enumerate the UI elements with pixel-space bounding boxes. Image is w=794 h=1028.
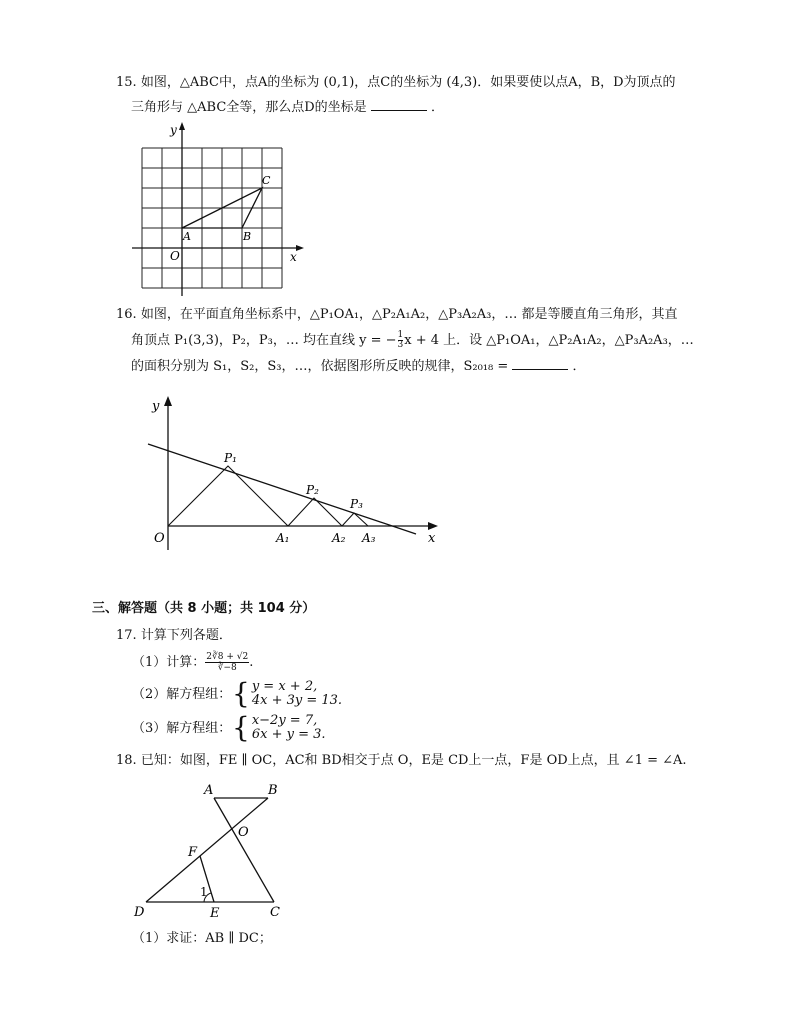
q17-part2-label: （2）解方程组： xyxy=(132,687,232,702)
q16-label-p3: P₃ xyxy=(350,497,363,511)
q16-number: 16. xyxy=(116,307,137,322)
q15-text-line1: 如图，△ABC中，点A的坐标为 (0,1)，点C的坐标为 (4,3)．如果要使以点A，B，D为顶点的 xyxy=(140,75,676,90)
q16-figure xyxy=(142,390,452,560)
q17-part1-numerator: 2∛8 + √2 xyxy=(206,652,249,662)
q16-triangle-p1 xyxy=(168,466,288,526)
q18-label-1: 1 xyxy=(200,885,208,899)
q16-text-line2a: 角顶点 P₁(3,3)，P₂，P₃，… 均在直线 y = − xyxy=(131,333,397,348)
q16-y-arrow xyxy=(164,396,172,406)
q16-answer-blank xyxy=(512,357,568,370)
q16-text-line3: 的面积分别为 S₁，S₂，S₃，…，依据图形所反映的规律，S₂₀₁₈ = xyxy=(131,359,509,374)
q15-label-c: C xyxy=(262,174,271,187)
q17-part3-eq1: x−2y = 7, xyxy=(251,713,318,728)
q15-line2 xyxy=(131,98,444,117)
q18-number: 18. xyxy=(116,753,137,768)
section-3-title: 三、解答题（共 8 小题；共 104 分） xyxy=(92,601,316,616)
q16-label-p2: P₂ xyxy=(306,483,319,497)
q17-part3-eq2: 6x + y = 3. xyxy=(251,727,326,742)
q17-part1-end: . xyxy=(249,655,254,670)
q16-fraction xyxy=(398,331,404,350)
q15-number: 15. xyxy=(116,75,137,90)
q15-y-arrow xyxy=(179,122,185,130)
q15-x-arrow xyxy=(296,245,304,251)
q15-label-x: x xyxy=(290,250,297,264)
q17-part3 xyxy=(132,720,231,738)
q16-label-y: y xyxy=(152,399,160,414)
q15-label-o: O xyxy=(170,249,180,263)
q16-fraction-num: 1 xyxy=(397,330,404,340)
q16-triangle-p2 xyxy=(288,498,342,526)
q15-grid xyxy=(142,148,282,288)
q18-label-d: D xyxy=(134,905,145,920)
q18-segment-ac xyxy=(214,798,274,902)
q18-part1 xyxy=(132,930,272,948)
q16-label-a2: A₂ xyxy=(332,531,346,545)
q17-part2-eq2: 4x + 3y = 13. xyxy=(251,693,343,708)
q16-line3 xyxy=(131,357,586,376)
q16-x-arrow xyxy=(428,522,438,530)
q16-label-a3: A₃ xyxy=(362,531,376,545)
q17-part3-label: （3）解方程组： xyxy=(132,721,232,736)
q18-figure xyxy=(130,778,300,922)
q17-part3-equations xyxy=(252,714,326,742)
q16-label-a1: A₁ xyxy=(276,531,290,545)
q15-grid-figure xyxy=(128,120,308,300)
q15-label-b: B xyxy=(243,230,252,243)
q18-label-c: C xyxy=(270,905,280,920)
q17-part1-fraction xyxy=(205,652,249,673)
q15-label-a: A xyxy=(183,230,191,243)
q18-line xyxy=(116,752,687,770)
q17-part1 xyxy=(132,652,253,673)
q16-text-line1: 如图，在平面直角坐标系中，△P₁OA₁，△P₂A₁A₂，△P₃A₂A₃，… 都是等腰直角三角形，其直 xyxy=(140,307,678,322)
q17-part2-equations xyxy=(252,680,342,708)
q17-part1-label: （1）计算： xyxy=(132,655,206,670)
q17-text: 计算下列各题． xyxy=(140,628,232,643)
q16-fraction-den: 3 xyxy=(397,340,404,350)
q17-part2-brace: { xyxy=(232,677,250,710)
q16-label-o: O xyxy=(154,531,165,546)
q15-line1 xyxy=(116,74,676,92)
q18-text: 已知：如图，FE ∥ OC，AC和 BD相交于点 O，E是 CD上一点，F是 OD上点，且 ∠1 = ∠A. xyxy=(140,753,687,768)
q16-line1 xyxy=(116,306,678,324)
q15-answer-blank xyxy=(371,98,427,111)
q16-end: ． xyxy=(572,359,586,374)
q17-part3-system xyxy=(232,711,326,744)
q17-part2 xyxy=(132,686,231,704)
q18-label-o: O xyxy=(238,825,249,840)
q18-part1-text: （1）求证：AB ∥ DC； xyxy=(132,931,272,946)
q15-text-line2: 三角形与 △ABC全等，那么点D的坐标是 xyxy=(131,100,367,115)
q17-part3-brace: { xyxy=(232,711,250,744)
q17-part1-denominator: ∛−8 xyxy=(217,663,237,673)
q17-part2-eq1: y = x + 2, xyxy=(251,679,318,694)
q16-triangle-p3 xyxy=(342,513,368,526)
q18-label-e: E xyxy=(210,906,220,921)
q16-line2 xyxy=(131,331,694,350)
q18-label-b: B xyxy=(268,783,278,798)
q18-label-a: A xyxy=(204,783,214,798)
q16-label-x: x xyxy=(428,531,436,546)
q17-line xyxy=(116,627,232,645)
q15-end: ． xyxy=(430,100,444,115)
q16-label-p1: P₁ xyxy=(224,451,237,465)
q15-label-y: y xyxy=(170,123,177,137)
q17-number: 17. xyxy=(116,628,137,643)
q16-text-line2b: x + 4 上．设 △P₁OA₁，△P₂A₁A₂，△P₃A₂A₃，… xyxy=(404,333,694,348)
q17-part2-system xyxy=(232,677,343,710)
q18-label-f: F xyxy=(188,845,198,860)
